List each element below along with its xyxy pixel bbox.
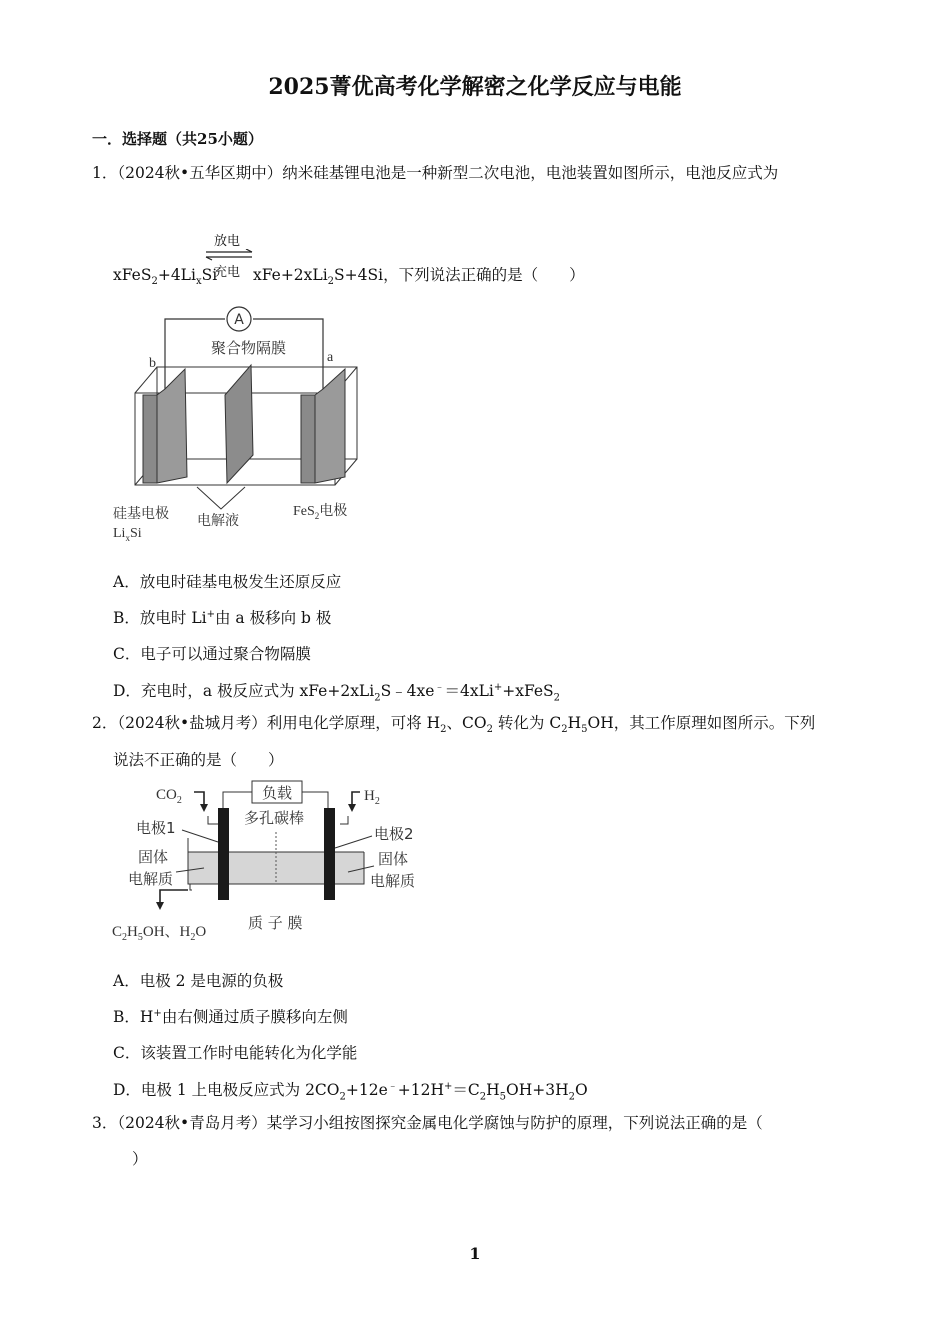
h2-label: $H_2$ — [364, 788, 380, 807]
ammeter-label: A — [234, 312, 244, 328]
arrow-label-discharge: 放电 — [214, 234, 241, 249]
page-title: 2025菁优高考化学解密之化学反应与电能 — [268, 74, 682, 100]
membrane-label: 聚合物隔膜 — [211, 339, 287, 357]
arrow-label-charge: 充电 — [214, 265, 241, 280]
section-heading: 一．选择题（共25小题） — [92, 130, 263, 148]
solid-electrolyte-right-1: 固体 — [378, 850, 409, 868]
solid-electrolyte-left-2: 电解质 — [128, 870, 174, 888]
question-1-equation: $xFeS_2+4Li_xSi$ — [113, 266, 218, 288]
battery-diagram — [105, 305, 370, 545]
reversible-arrow-icon — [204, 249, 256, 261]
page-number: 1 — [469, 1244, 481, 1263]
q1-option-c: C．电子可以通过聚合物隔膜 — [113, 645, 311, 663]
fes2-electrode — [301, 395, 315, 483]
product-arrow-icon — [160, 890, 188, 906]
polymer-membrane — [225, 365, 253, 483]
q2-option-c: C．该装置工作时电能转化为化学能 — [113, 1044, 358, 1062]
q1-option-d: D．充电时，a 极反应式为 xFe+2xLi$_2$S﹣4xe﹣＝4xLi++xFeS$_2$ — [113, 682, 561, 704]
porous-carbon-label: 多孔碳棒 — [244, 809, 305, 827]
q1-option-a: A．放电时硅基电极发生还原反应 — [113, 573, 342, 591]
q2-option-b: B．H+由右侧通过质子膜移向左侧 — [113, 1007, 348, 1026]
electrolyte-label: 电解液 — [197, 513, 239, 529]
electrode-1-label: 电极1 — [136, 819, 176, 837]
electrolyte-pointer — [197, 487, 245, 509]
solid-electrolyte-right-2: 电解质 — [370, 872, 416, 890]
electrode-label-b: b — [149, 356, 156, 371]
fes2-electrode-label: FeS$_2$电极 — [293, 503, 348, 521]
question-2-line-2: 说法不正确的是（ ） — [113, 751, 284, 769]
question-3-line-2: ） — [132, 1150, 148, 1168]
electrode-2-label: 电极2 — [374, 825, 414, 843]
q2-option-a: A．电极 2 是电源的负极 — [113, 972, 284, 990]
co2-label: $CO_2$ — [156, 787, 182, 806]
question-1-intro: 1．（2024秋•五华区期中）纳米硅基锂电池是一种新型二次电池，电池装置如图所示，电池反应式为 — [92, 164, 779, 182]
question-2-line-1: 2．（2024秋•盐城月考）利用电化学原理，可将 $H_2$、$CO_2$ 转化为 $C_2H_5OH$，其工作原理如图所示。下列 — [92, 714, 816, 736]
silicon-electrode — [143, 395, 157, 483]
proton-membrane-label: 质 子 膜 — [248, 914, 303, 932]
question-1-equation-right: xFe+2xLi$_2$S+4Si，下列说法正确的是（ ） — [253, 266, 585, 288]
solid-electrolyte-left-1: 固体 — [138, 848, 169, 866]
electrode-1-rod — [218, 808, 229, 900]
silicon-electrode-formula: $Li_xSi$ — [113, 526, 142, 543]
product-label: $C_2H_5OH$、$H_2O$ — [112, 924, 207, 943]
silicon-electrode-label: 硅基电极 — [113, 506, 169, 522]
question-3-line-1: 3．（2024秋•青岛月考）某学习小组按图探究金属电化学腐蚀与防护的原理，下列说法正确的是（ — [92, 1114, 763, 1132]
electrode-2-rod — [324, 808, 335, 900]
load-label: 负载 — [261, 784, 293, 802]
electrolysis-diagram — [108, 778, 428, 948]
electrode-label-a: a — [327, 350, 334, 365]
q2-option-d: D．电极 1 上电极反应式为 $2CO_2+12e^﹣+12H^+=C_2H_5OH+3H_2O$ — [113, 1081, 588, 1103]
q1-option-b: B．放电时 Li+由 a 极移向 b 极 — [113, 608, 332, 627]
